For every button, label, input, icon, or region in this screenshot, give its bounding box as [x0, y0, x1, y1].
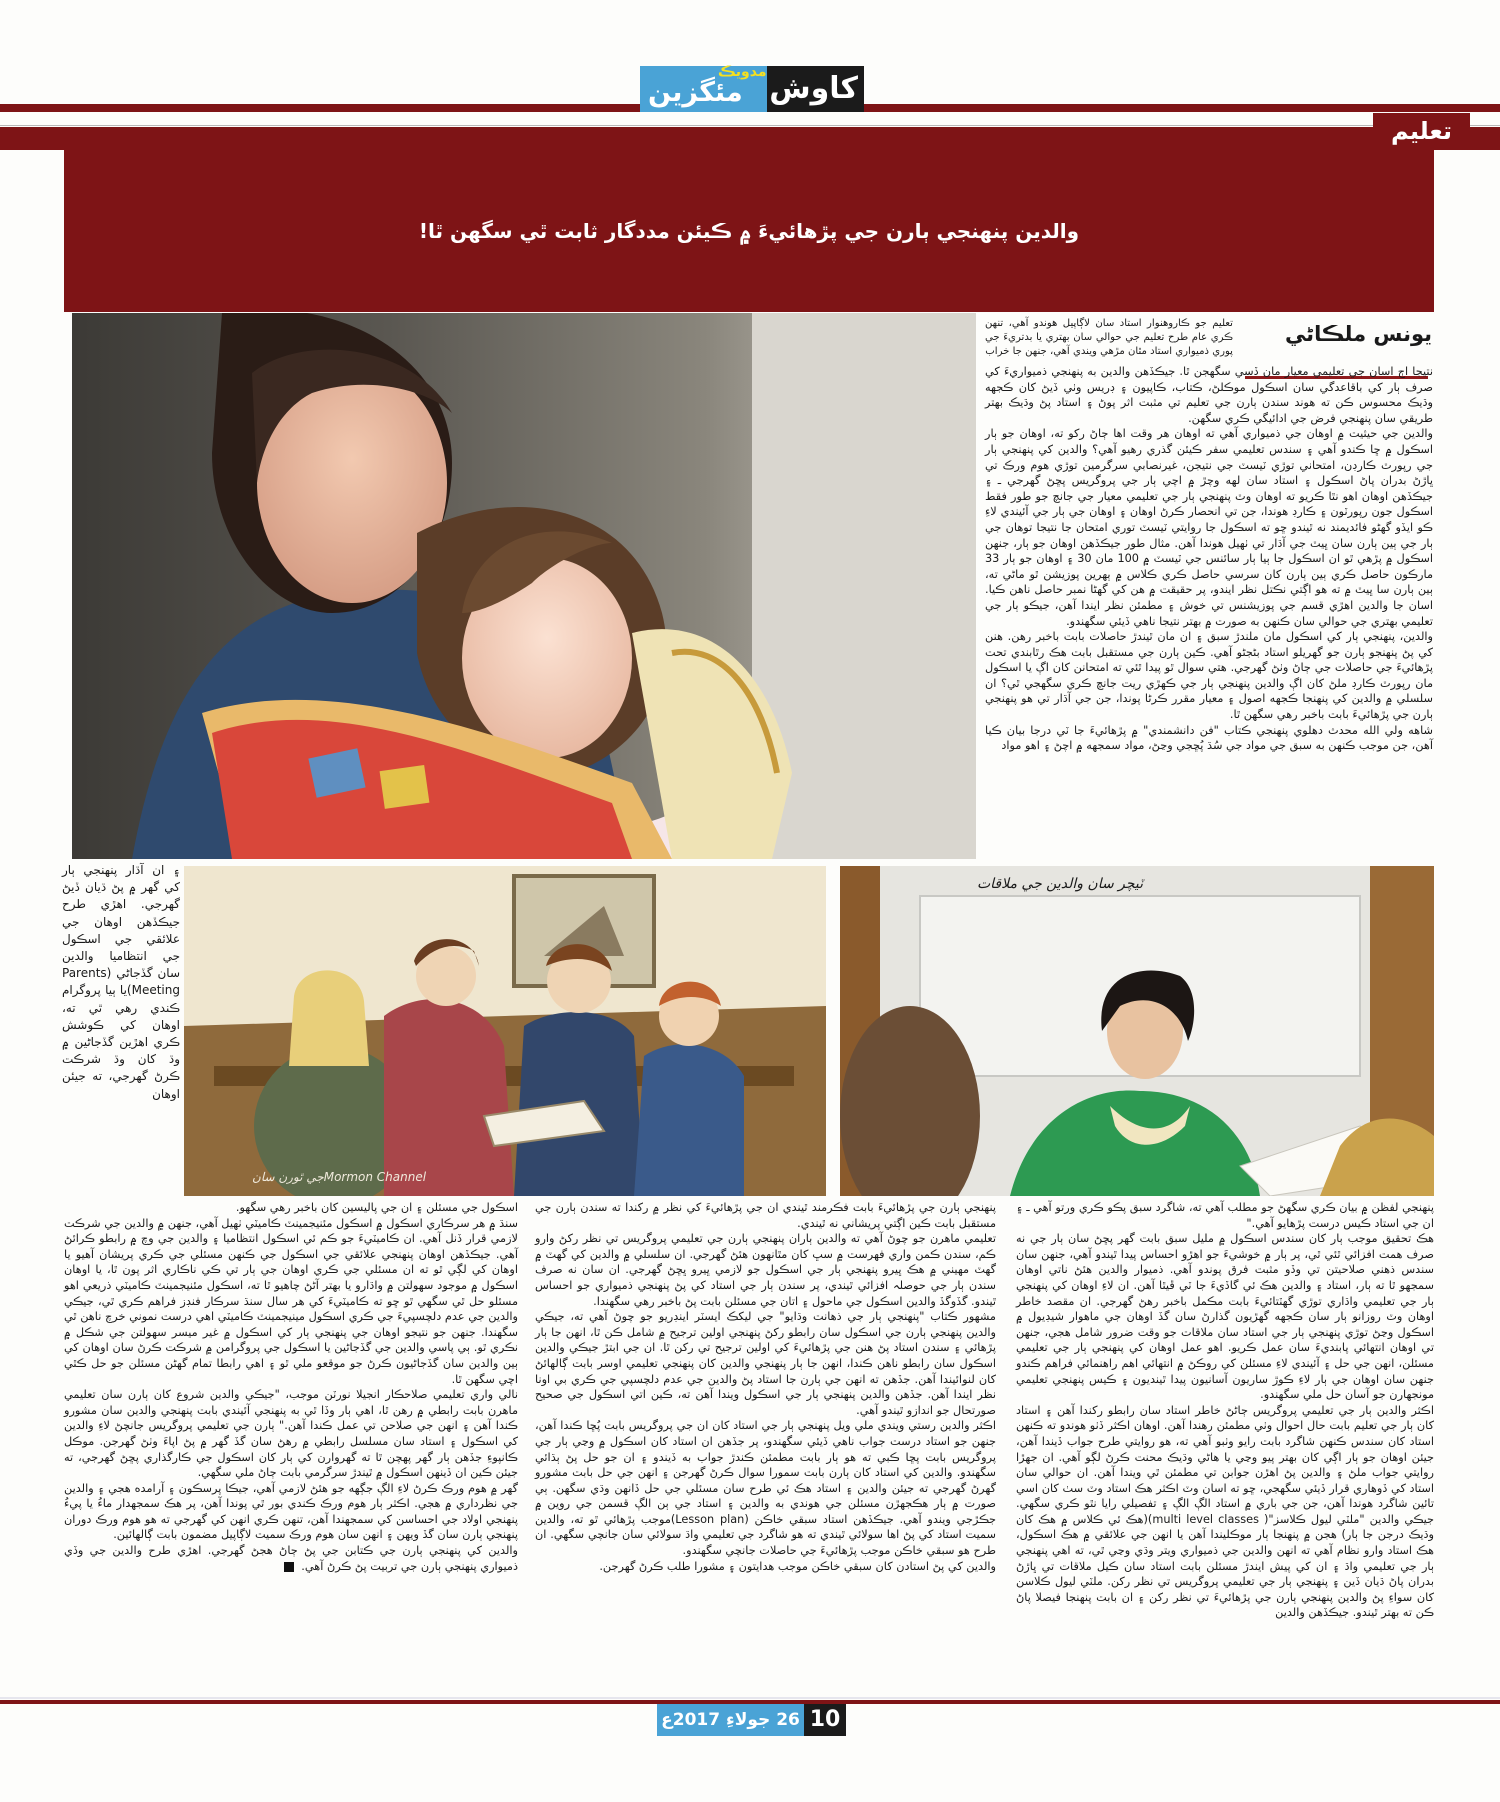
page-number: 10 — [804, 1704, 846, 1736]
mother-child-reading-photo — [72, 313, 976, 859]
issue-date: 26 جولاءِ 2017ع — [657, 1704, 804, 1736]
paragraph: اڪثر والدين رستي ويندي ملي ويل پنهنجي ٻار جي استاد کان ان جي پروگريس بابت پُڇا ڪندا آهن، جنهن جو استاد درست جواب ناهي ڏيئي سگهندو، پر جڏهن ان استاد کان اسڪول ۾ وڃي ٻار جي پروگريس بابت پڇا ڪبي ته هو ٻار بابت مطمئن ڪندڙ جواب به ڏيندو ۽ ان جو حل پڻ ٻڌائي سگهندو. والدين کي استاد کان ٻارن بابت سمورا سوال ڪرڻ گهرجن ۽ انهن جي حل بابت مشورو گهرڻ گهرجي ته جيئن والدين ۽ استاد هڪ ئي طرح سان مسئلي جي حل ڏانهن وڌي سگهن. ٻي صورت ۾ ٻار هڪجهڙن مسئلن جي هوندي به والدين ۽ استاد جي ٻن الڳ قسمن جي روين ۾ جڪڙجي ويندو آهي. جيڪڏهن استاد سبقي خاڪن (Lesson plan)موجب پڙهائي ٿو ته، والدين سميت استاد کي پڻ اها سولائي ٿيندي ته هو شاگرد جي تعليمي واڌ سولائي سان جانچي سگهي. ان طرح هو سبقي خاڪن موجب پڙهائيءَ جي حاصلات جانچي سگهندو. — [535, 1419, 997, 1558]
teacher-photo-caption: ٽيچر سان والدين جي ملاقات — [976, 876, 1144, 892]
paragraph: گهر ۾ هوم ورڪ ڪرڻ لاءِ الڳ جڳهه جو هئڻ لازمي آهي، جيڪا پرسڪون ۽ آرامده هجي ۽ والدين جي نظرداري ۾ هجي. اڪثر ٻار هوم ورڪ ڪندي بور ٿي پوندا آهن، پر هڪ سمجهدار ماءُ يا پيءُ پنهنجي اولاد جي احساسن کي سمجهندا آهن، تنهن ڪري انهن کي گهرجي ته هو هوم ورڪ دوران پنهنجي ٻارن سان گڏ ويهن ۽ انهن سان هوم ورڪ سميت لاڳاپيل مضمون بابت ڳالهائين. — [64, 1481, 518, 1542]
masthead-name-sub: مئگزين — [648, 77, 743, 108]
paragraph: پنهنجي لفظن ۾ بيان ڪري سگهڻ جو مطلب آهي ته، شاگرد سبق پڪو ڪري ورتو آهي ـ ۽ ان جي استاد ڪيس درست پڙهايو آهي." — [1016, 1201, 1434, 1230]
bottom-right-column — [1016, 1200, 1434, 1621]
headline-notch — [1434, 150, 1500, 312]
article-headline: والدين پنهنجي ٻارن جي پڙهائيءَ ۾ ڪيئن مددگار ثابت ٿي سگهن ٿا! — [418, 219, 1080, 243]
paragraph: والدين کي پڻ استادن کان سبقي خاڪن موجب هدايتون ۽ مشورا طلب ڪرڻ گهرجن. — [599, 1559, 996, 1573]
article-intro: تعليم جو ڪاروهنوار استاد سان لاڳاپيل هوندو آهي، تنهن ڪري عام طرح تعليم جي حوالي سان بهتري يا بدتريءَ جي پوري ذميواري استاد مٿان مڙهي ويندي آهي، جنهن جا خراب — [985, 318, 1233, 357]
paragraph: تعليمي ماهرن جو چوڻ آهي ته والدين ٻاران پنهنجي ٻارن جي تعليمي پروگريس تي نظر رکڻ وارو ڪم، سندن ڪمن واري فهرست ۾ سڀ کان مٿانهون هئڻ گهرجي. ان سلسلي ۾ والدين کي گهٽ ۾ گهٽ مهيني ۾ هڪ ڀيرو پنهنجي ٻار جي اسڪول جو لازمي ڀيرو ڀڇڻ گهرجي. ان سان نه صرف سندن ٻار جي حوصلہ افزائي ٿيندي، پر سندن ٻار جي استاد کي پڻ پنهنجي ذميواري جو احساس ٿيندو. گڏوگڏ والدين اسڪول جي ماحول ۽ اتان جي مسئلن بابت پڻ باخبر رهي سگهندا. — [535, 1232, 996, 1308]
final-paragraph — [64, 1543, 518, 1574]
narrow-column — [62, 862, 180, 1103]
section-thin-rule — [0, 125, 1500, 126]
masthead-logo — [640, 66, 864, 112]
masthead-logo-blue — [640, 66, 767, 112]
paragraph: اسڪول جي مسئلن ۽ ان جي پاليسين کان باخبر رهي سگهو. — [235, 1201, 518, 1214]
mother-child-reading-illustration — [72, 313, 976, 859]
family-reading-painting — [184, 866, 826, 1196]
paragraph: نالي واري تعليمي صلاحڪار انجيلا نورٽن موجب، "جيڪي والدين شروع کان ٻارن سان تعليمي ماهرن بابت رابطي ۾ رهن ٿا، اهي ٻار وڏا ٿي به پنهنجي آئيندي بابت پنهنجي والدين سان مشورو ڪندا آهن ۽ انهن جي صلاحن تي عمل ڪندا آهن." ٻارن جي تعليمي پروگريس جانچڻ لاءِ والدين کي اسڪول ۽ استاد سان مسلسل رابطي ۾ رهڻ سان گڏ گهر ۾ پڻ اپاءَ وٺڻ گهرجن. موڪل ڪانپوءِ جڏهن ٻار گهر پهچن ٿا ته گهروارن کي ٻار کان اسڪول جي ڪارگذاري پڇڻ گهرجي، ته جيئن ڪين ان ڏينهن اسڪول ۾ ٿيندڙ سرگرمي بابت ڄاڻ ملي سگهي. — [64, 1388, 518, 1480]
footer-thin-rule — [0, 1697, 1500, 1699]
paragraph: نتيجا اڄ اسان جي تعليمي معيار مان ڏسي سگهجن ٿا. جيڪڏهن والدين به پنهنجي ذميواريءَ کي صرف ٻار کي باقاعدگي سان اسڪول موڪلڻ، ڪتاب، ڪاپيون ۽ ڊريس وٺي ڏيڻ کان ڪجهه وڌيڪ محسوس ڪن ته هوند سندن ٻارن جي تعليم تي مثبت اثر پوڻ ۽ استاد پڻ وڌيڪ بهتر طريقي سان پنهنجي فرض جي ادائيگي ڪري سگهن. — [985, 365, 1433, 425]
masthead-logo-black — [767, 66, 864, 112]
masthead-name-super: مدويڪ — [718, 64, 767, 80]
paragraph: اڪثر والدين ٻار جي تعليمي پروگريس ڄاڻڻ خاطر استاد سان رابطو رکندا آهن ۽ استاد کان ٻار جي تعليم بابت حال احوال وٺي مطمئن رهندا آهن. اوهان اڪثر ڏٺو هوندو ته ڪنهن استاد کان سندس ڪنهن شاگرد بابت رايو وٺبو آهي ته، هو روايتي طرح جواب ڏيندا آهن، جيئن اوهان جو ٻار اڳي کان بهتر پيو وڃي يا هاڻي وڌيڪ محنت ڪرڻ لڳو آهي. ان جهڙا روايتي جواب ملڻ ۽ والدين پڻ اهڙن جوابن تي مطمئن ٿي ويندا آهن. ان حوالي سان استاد کي ڏوهاري قرار ڏيئي سگهجي، ڇو ته اسان وٽ اڪثر هڪ استاد وٽ سٺ کان اسي تائين شاگرد هوندا آهن، جن جي باري ۾ استاد الڳ الڳ ۽ تفصيلي رايا نٿو ڪري سگهي. جيڪي والدين "ملٽي ليول ڪلاسز"( multi level classes)(هڪ ئي ڪلاس ۾ هڪ کان وڌيڪ درجن جا ٻار) هجن ۾ پنهنجا ٻار موڪليندا آهن يا انهن جي علائقي ۾ هڪ اسڪول، هڪ استاد وارو نظام آهي ته انهن والدين جي ذميواري ويتر وڌي وڃي ٿي، ته اهي پنهنجي ٻار جي تعليمي واڌ ۽ ان کي پيش ايندڙ مسئلن بابت استاد سان ڪيل ملاقات تي ڀاڙڻ بدران پاڻ ڌيان ڏين ۽ پنهنجي ٻار جي تعليمي پروگريس تي نظر رکن. ملٽي ليول ڪلاسن کان سواءِ پڻ والدين پنهنجي ٻارن جي پڙهائيءَ تي نظر رکن ۽ ان بابت پنهنجا فيصلا پاڻ ڪن ته بهتر ٿيندو. جيڪڏهن والدين — [1016, 1403, 1434, 1620]
paragraph: والدين، پنهنجي ٻار کي اسڪول مان ملندڙ سبق ۽ ان مان ٿيندڙ حاصلات بابت باخبر رهن. هنن کي پڻ پنهنجو ٻارن جو گهريلو استاد بڻجڻو آهي. ڪين ٻارن جي مستقبل بابت هڪ رٿابندي تحت پڙهائيءَ جي حاصلات جي ڄاڻ وٺڻ گهرجي. هتي سوال ٿو پيدا ٿئي ته امتحانن کان اڳ يا اسڪول مان رپورٽ ڪارڊ ملڻ کان اڳ والدين پنهنجي ٻار جي ڪهڙي ريت جانچ ڪري سگهجي ٿي؟ ان سلسلي ۾ والدين کي پنهنجا ڪجهه اصول ۽ معيار مقرر ڪرڻا پوندا، جن جي آڌار تي هو پنهنجي ٻارن جي پڙهائيءَ بابت باخبر رهي سگهن ٿا. — [985, 630, 1433, 722]
paragraph: سنڌ ۾ هر سرڪاري اسڪول ۾ اسڪول مئنيجمينٽ ڪاميٽي ٺهيل آهي، جنهن ۾ والدين جي شرڪت لازمي قرار ڏنل آهي. ان ڪاميٽيءَ جو ڪم ئي اسڪول انتظاميا ۽ والدين جي وچ ۾ رابطو ڪرائڻ آهي. جيڪڏهن اوهان پنهنجي علائقي جي اسڪول جي ڪنهن مسئلي جي ڪري پريشان آهيو يا اوهان کي لڳي ٿو ته ان مسئلي جي ڪري اوهان جي ٻار تي ڪي ناڪاري اثر پون ٿا، يا اوهان اسڪول ۾ موجود سهولتن ۾ واڌارو يا بهتر آڻڻ چاهيو ٿا ته، اسڪول مئنيجمينٽ ڪاميٽي ذريعي اهو مسئلو حل ٿي سگهي ٿو ڇو ته ڪاميٽيءَ کي هر سال سنڌ سرڪار فنڊز فراهم ڪري ٿي، جيڪي والدين جي عدم دلچسپيءَ جي ڪري اسڪول مينيجمينٽ ڪاميٽي اهي درست نموني خرچ ناهن ٿي سگهندا. جنهن جو نتيجو اوهان جي پنهنجي ٻار کي اسڪول ۾ غير ميسر سهولتن جي شڪل ۾ نڪري ٿو. ٻي پاسي والدين جي گڏجاڻين يا اسڪول جي پروگرامن ۾ شرڪت ڪرڻ سان اوهان کي ٻين والدين سان گڏجاڻيون ڪرڻ جو موقعو ملي ٿو ۽ اهي رابطا تمام گهڻن مسئلن جو حل ڪٿي اچي سگهن ٿا. — [64, 1216, 518, 1386]
bottom-middle-column — [535, 1200, 996, 1574]
masthead-rule-right — [864, 104, 1500, 112]
teacher-parent-meeting-photo — [840, 866, 1434, 1196]
paragraph: شاهه ولي الله محدث دهلوي پنهنجي ڪتاب "فن دانشمندي" ۾ پڙهائيءَ جا ٽي درجا بيان ڪيا آهن، جن موجب ڪنهن به سبق جي مواد جي سُڌ پُڇجي وڃڻ، مواد سمجهه ۾ اچڻ ۽ اهو مواد — [985, 723, 1433, 753]
article-byline: يونس ملڪاڻي — [1284, 322, 1432, 346]
section-bar — [0, 127, 1500, 150]
right-column-text — [985, 364, 1433, 754]
section-label: تعليم — [1373, 113, 1470, 149]
paragraph-text: والدين کي پنهنجي ٻارن جي ڪتابن جي پڻ ڄاڻ هجڻ گهرجي. اهڙي طرح والدين جي وڏي ذميواري پنهنجي ٻارن جي تربيت پڻ ڪرڻ آهي. — [64, 1544, 518, 1573]
page-footer — [657, 1704, 846, 1736]
painting-credit-caption: جي ٿورن سانMormon Channel — [252, 1170, 427, 1184]
teacher-meeting-illustration — [840, 866, 1434, 1196]
bottom-left-column — [64, 1200, 518, 1574]
paragraph: پنهنجي ٻارن جي پڙهائيءَ بابت فڪرمند ٿيندي ان جي پڙهائيءَ کي نظر ۾ رکندا ته سندن ٻارن جي مستقبل بابت ڪين اڳتي پريشاني نه ٿيندي. — [535, 1201, 996, 1230]
end-of-article-mark-icon — [284, 1562, 294, 1572]
paragraph: مشهور ڪتاب "پنهنجي ٻار جي ذهانت وڌايو" جي ليکڪ ايسٽر اينڊريو جو چوڻ آهي ته، جيڪي والدين پنهنجي ٻارن جي اسڪول سان رابطو رکڻ پنهنجي اولين ترجيح ۾ شامل ڪن ٿا، انهن جا ٻار پڙهائي ۽ سندن استاد پڻ هنن جي پڙهائيءَ کي اولين ترجيح تي رکن ٿا. ان جي ابتڙ جيڪي والدين اسڪول سان رابطو ناهن ڪندا، انهن جا ٻار پنهنجي والدين کان پنهنجي تعليمي اوسر بابت ڳالهائڻ کان لنوائيندا آهن. جڏهن ته انهن جي ٻارن جا استاد پڻ والدين جي عدم دلچسپي جي ڪري بي اونا نظر ايندا آهن. جڏهن والدين پنهنجي ٻار جي اسڪول ويندا آهن ته، ڪين اتي اسڪول جي صحيح صورتحال جو اندازو ٿيندو آهي. — [535, 1310, 996, 1417]
masthead-rule-left — [0, 104, 640, 112]
family-painting-illustration — [184, 866, 826, 1196]
paragraph: هڪ تحقيق موجب ٻار کان سندس اسڪول ۾ مليل سبق بابت گهر پڇڻ سان ٻار جي نه صرف همت افزائي ٿئي ٿي، پر ٻار ۾ خوشيءَ جو اهڙو احساس پيدا ٿيندو آهي، جنهن سان سندس ذهني صلاحيتن تي وڏو مثبت فرق پوندو آهي. ذميوار والدين هئڻ ناتي اوهان سمجهو ٿا ته ٻار، استاد ۽ والدين هڪ ئي گاڏيءَ جا ٽي ڦيٿا آهن. ان لاءِ اوهان کي پنهنجي ٻار جي تعليمي واڌاري توڙي گهٽتائيءَ بابت مڪمل باخبر رهڻ گهرجي. ان مقصد خاطر اوهان وٽ روزانو ٻار سان ڪجهه گهڙيون گذارڻ سان گڏ اوهان جي ماهوار شيڊيول ۾ اسڪول وڃڻ توڙي پنهنجي ٻار جي استاد سان ملاقات جو وقت ضرور شامل هجي، جنهن تي اوهان انتهائي پابنديءَ سان عمل ڪريو. اهو عمل اوهان کي پنهنجي ٻار جي تعليمي مسئلن، انهن جي حل ۽ آئيندي لاءِ مسئلن کي روڪڻ ۾ انتهائي اهم راهنمائي فراهم ڪندو جنهن سان اوهان جي ٻار لاءِ ڪوڙ ساريون آسانيون پيدا ٿينديون ۽ ڪيس پنهنجي تعليمي مونجهارن جو آسان حل ملي سگهندو. — [1016, 1232, 1434, 1402]
masthead-name-main: كاوش — [769, 71, 858, 106]
narrow-column-text: ۽ ان آڌار پنهنجي ٻار کي گهر ۾ پڻ ڌيان ڏيڻ گهرجي. اهڙي طرح جيڪڏهن اوهان جي علائقي جي اسڪول جي انتظاميا والدين سان گڏجاڻي (Parents Meeting)يا ٻيا پروگرام ڪندي رهي ٿي ته، اوهان کي ڪوشش ڪري اهڙين گڏجاڻين ۾ وڌ کان وڌ شرڪت ڪرڻ گهرجي، ته جيئن اوهان — [62, 863, 180, 1101]
paragraph: والدين جي حيثيت ۾ اوهان جي ذميواري آهي ته اوهان هر وقت اها ڄاڻ رکو ته، اوهان جو ٻار اسڪول ۾ ڇا ڪندو آهي ۽ سندس تعليمي سفر ڪيئن گذري رهيو آهي؟ والدين کي پنهنجي ٻار جي رپورٽ ڪارڊن، امتحاني توڙي ٽيسٽ جي نتيجن، غيرنصابي سرگرمين توڙي هوم ورڪ تي ڀاڙڻ بدران پاڻ اسڪول ۽ استاد سان لهه وچڙ ۾ اچي ٻار جي پروگريس پڇڻ گهرجي ـ ۽ جيڪڏهن اوهان اهو نٿا ڪريو ته اوهان وٽ پنهنجي ٻار جي تعليمي معيار جي جانچ جو طور فقط اسڪول جون رپورٽون ۽ ڪارڊ هوندا، جن تي انحصار ڪرڻ اوهان ۽ اوهان جي ٻار جي آئيندي لاءِ ڪو ايڏو گهڻو فائديمند نه ٿيندو ڇو ته اسڪول جا روايتي ٽيسٽ توري امتحان جا نتيجا توهان جي ٻار جي ٻين ٻارن سان ڀيٽ جي آڌار تي ٺهيل هوندا آهن. مثال طور جيڪڏهن اوهان جو ٻار، جنهن اسڪول ۾ پڙهي ٿو ان اسڪول جا ٻيا ٻار سائنس جي ٽيسٽ ۾ 100 مان 30 ۽ اوهان جو ٻار 33 مارڪون حاصل ڪري ٻين ٻارن کان سرسي حاصل ڪري ڪلاس ۾ ٻهرين پوزيشن ٿو ماڻي ته، ٻين ٻارن سا ڀيٽ ۾ ته هو اڳتي نڪتل نظر ايندو، پر حقيقت ۾ هن کي گهڻا نمبر حاصل ناهن ڪيا. اسان جا والدين اهڙي قسم جي پوزيشنس تي خوش ۽ مطمئن نظر ايندا آهن، جيڪو ٻار جي تعليمي بهتري جي حوالي سان ڪنهن به صورت ۾ بهتر نتيجا ناهي ڏيئي سگهندو. — [985, 427, 1433, 628]
